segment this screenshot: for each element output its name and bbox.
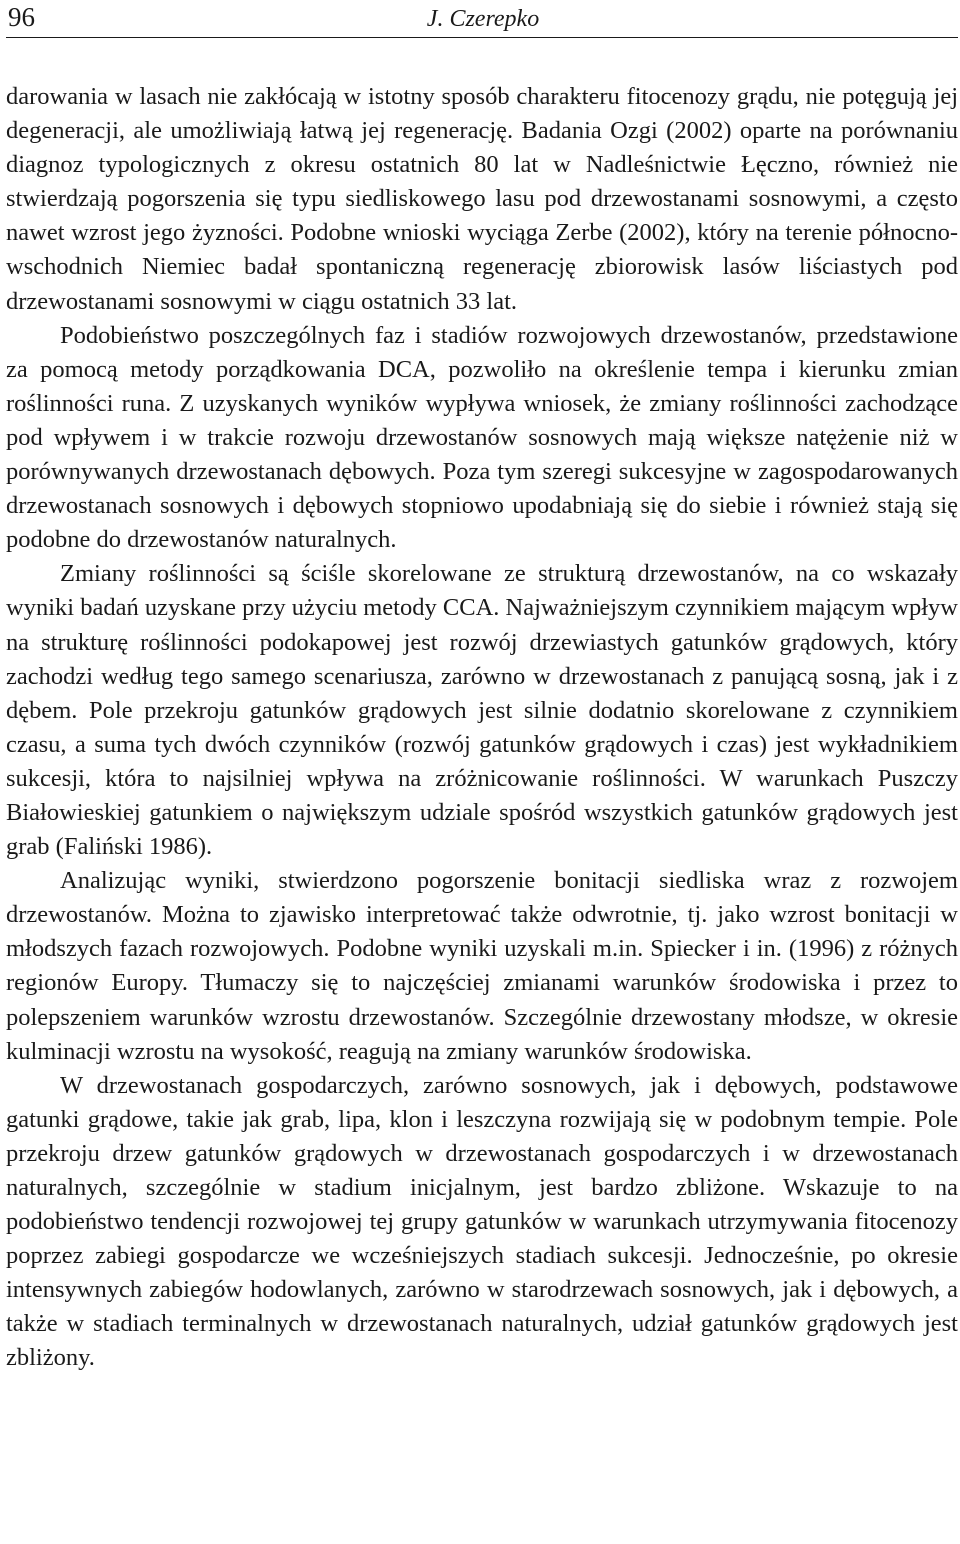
paragraph-cca-correlation: Zmiany roślinności są ściśle skorelowane ze strukturą drzewostanów, na co wskazały wyniki badań uzyskane przy użyciu metody CCA. Najważniejszym czynnikiem mającym wpływ na strukturę roślinności podokapowej jest rozwój drzewiastych gatunków grądowych, który zachodzi według tego samego scenariusza, zarówno w drzewostanach z panującą sosną, jak i z dębem. Pole przekroju gatunków grądowych jest silnie dodatnio skorelowane z czynnikiem czasu, a suma tych dwóch czynników (rozwój gatunków grądowych i czas) jest wykładnikiem sukcesji, która to najsilniej wpływa na zróżnicowanie roślinności. W warunkach Puszczy Białowieskiej gatunkiem o największym udziale spośród wszystkich gatunków grądowych jest grab (Faliński 1986).	[6, 560, 958, 861]
header-rule	[6, 37, 958, 38]
paragraph-site-bonitation: Analizując wyniki, stwierdzono pogorszenie bonitacji siedliska wraz z rozwojem drzewostanów. Można to zjawisko interpretować także odwrotnie, tj. jako wzrost bonitacji w młodszych fazach rozwojowych. Podobne wyniki uzyskali m.in. Spiecker i in. (1996) z różnych regionów Europy. Tłumaczy się to najczęściej zmianami warunków środowiska i przez to polepszeniem warunków wzrostu drzewostanów. Szczególnie drzewostany młodsze, w okresie kulminacji wzrostu na wysokość, reagują na zmiany warunków środowiska.	[6, 867, 958, 1065]
paragraph-dca-similarity: Podobieństwo poszczególnych faz i stadiów rozwojowych drzewostanów, przedstawione za pomocą metody porządkowania DCA, pozwoliło na określenie tempa i kierunku zmian roślinności runa. Z uzyskanych wyników wypływa wniosek, że zmiany roślinności zachodzące pod wpływem i w trakcie rozwoju drzewostanów sosnowych mają większe natężenie niż w porównywanych drzewostanach dębowych. Poza tym szeregi sukcesyjne w zagospodarowanych drzewostanach sosnowych i dębowych stopniowo upodabniają się do siebie i również stają się podobne do drzewostanów naturalnych.	[6, 321, 958, 554]
running-head	[8, 0, 958, 36]
page-number: 96	[8, 2, 35, 32]
running-title-author: J. Czerepko	[426, 6, 540, 32]
body-text	[6, 80, 958, 1376]
paragraph-managed-stands: W drzewostanach gospodarczych, zarówno sosnowych, jak i dębowych, podstawowe gatunki grądowe, takie jak grab, lipa, klon i leszczyna rozwijają się w podobnym tempie. Pole przekroju drzew gatunków grądowych w drzewostanach gospodarczych i w drzewostanach naturalnych, szczególnie w stadium inicjalnym, jest bardzo zbliżone. Wskazuje to na podobieństwo tendencji rozwojowej tej grupy gatunków w warunkach utrzymywania fitocenozy poprzez zabiegi gospodarcze we wcześniejszych stadiach sukcesji. Jednocześnie, po okresie intensywnych zabiegów hodowlanych, zarówno w starodrzewach sosnowych, jak i dębowych, a także w stadiach terminalnych w drzewostanach naturalnych, udział gatunków grądowych jest zbliżony.	[6, 1071, 958, 1372]
paragraph-continued: darowania w lasach nie zakłócają w istotny sposób charakteru fitocenozy grądu, nie potęgują jej degeneracji, ale umożliwiają łatwą jej regenerację. Badania Ozgi (2002) oparte na porównaniu diagnoz typologicznych z okresu ostatnich 80 lat w Nadleśnictwie Łęczno, również nie stwierdzają pogorszenia się typu siedliskowego lasu pod drzewostanami sosnowymi, a często nawet wzrost jego żyzności. Podobne wnioski wyciąga Zerbe (2002), który na terenie północno-wschodnich Niemiec badał spontaniczną regenerację zbiorowisk lasów liściastych pod drzewostanami sosnowymi w ciągu ostatnich 33 lat.	[6, 83, 958, 315]
